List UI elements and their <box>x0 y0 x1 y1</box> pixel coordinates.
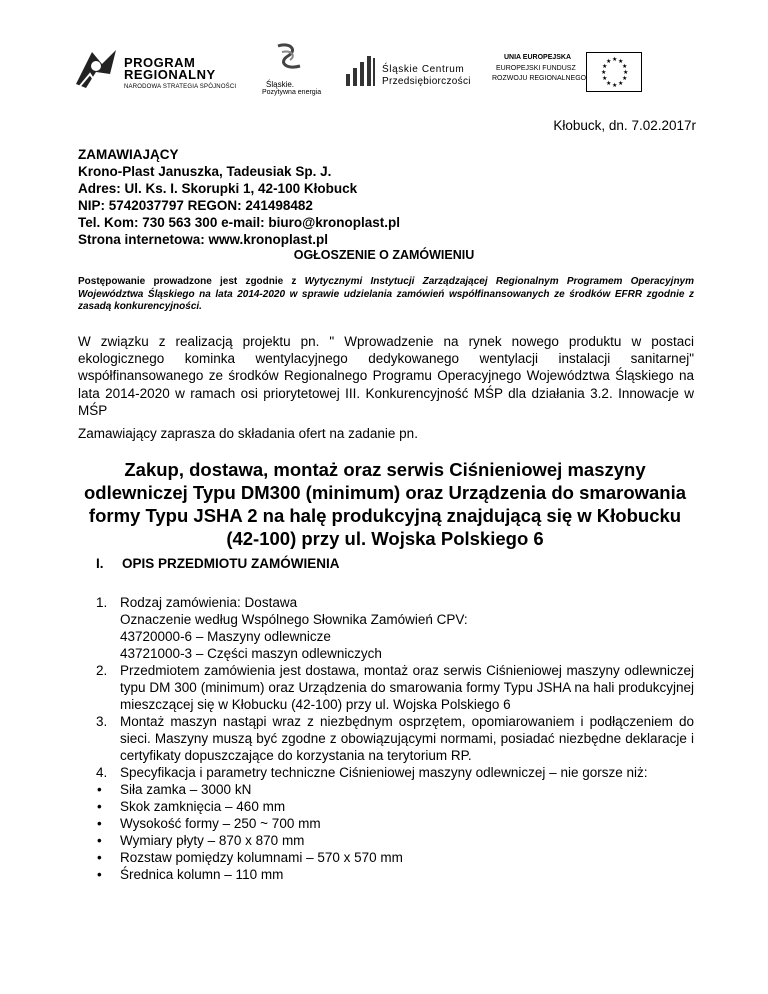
section-number: I. <box>96 556 104 571</box>
svg-text:★: ★ <box>622 76 628 82</box>
buyer-name: Krono-Plast Januszka, Tadeusiak Sp. J. <box>78 164 332 179</box>
centrum-bars-icon <box>344 54 378 88</box>
spec-bullet <box>96 781 694 798</box>
eu-flag-icon <box>586 52 642 92</box>
list-item-text: Montaż maszyn nastąpi wraz z niezbędnym osprzętem, opomiarowaniem i podłączeniem do sieci. Maszyny muszą być zgodne z obowiązującymi normami, posiadać niezbędne deklaracje i certyfikaty dopuszczające do korzystania na terytorium RP. <box>120 714 694 763</box>
buyer-website: Strona internetowa: www.kronoplast.pl <box>78 232 329 247</box>
bullet-icon: • <box>97 799 102 814</box>
list-item <box>96 662 694 713</box>
centrum-logo-line1: Śląskie Centrum <box>382 64 465 75</box>
list-item-number: 2. <box>96 663 108 678</box>
list-item <box>96 594 694 662</box>
svg-text:★: ★ <box>622 64 628 70</box>
spec-bullet <box>96 832 694 849</box>
list-item-text: Specyfikacja i parametry techniczne Ciśnieniowej maszyny odlewniczej – nie gorsze niż: <box>120 765 648 780</box>
eu-logo-line2: EUROPEJSKI FUNDUSZ <box>496 65 576 72</box>
document-date: Kłobuck, dn. 7.02.2017r <box>553 118 696 133</box>
buyer-address: Adres: Ul. Ks. I. Skorupki 1, 42-100 Kłobuck <box>78 181 358 196</box>
svg-text:★: ★ <box>618 81 624 87</box>
legal-prefix: Postępowanie prowadzone jest zgodnie z <box>78 276 305 287</box>
spec-bullet <box>96 849 694 866</box>
eu-logo <box>482 54 662 104</box>
svg-text:★: ★ <box>602 64 608 70</box>
spec-bullet <box>96 798 694 815</box>
program-logo-line3: NARODOWA STRATEGIA SPÓJNOŚCI <box>124 84 237 90</box>
list-item-number: 4. <box>96 765 108 780</box>
svg-text:★: ★ <box>601 70 607 76</box>
buyer-contact: Tel. Kom: 730 563 300 e-mail: biuro@kronoplast.pl <box>78 215 401 230</box>
slaskie-logo-line1: Śląskie. <box>266 80 295 89</box>
section-title: OPIS PRZEDMIOTU ZAMÓWIENIA <box>122 556 340 571</box>
buyer-ids: NIP: 5742037797 REGON: 241498482 <box>78 198 313 213</box>
svg-text:★: ★ <box>606 81 612 87</box>
list-item-line: 43720000-6 – Maszyny odlewnicze <box>120 629 331 644</box>
slaskie-logo-line2: Pozytywna energia <box>262 89 322 96</box>
program-logo-line2: REGIONALNY <box>124 67 216 82</box>
specification-list <box>96 594 694 883</box>
eu-logo-line1: UNIA EUROPEJSKA <box>504 54 572 61</box>
bullet-icon: • <box>97 782 102 797</box>
buyer-block <box>78 146 400 248</box>
svg-text:★: ★ <box>618 59 624 65</box>
program-regionalny-emblem-icon <box>72 44 120 92</box>
list-item-number: 1. <box>96 595 108 610</box>
project-intro: W związku z realizacją projektu pn. " Wprowadzenie na rynek nowego produktu w postaci ekologicznego kominka wentylacyjnego dedykowanego wentylacji instalacji sanitarnej" współfinansowanego ze środków Regionalnego Programu Operacyjnego Województwa Śląskiego na lata 2014-2020 w ramach osi priorytetowej III. Konkurencyjność MŚP dla działania 3.2. Innowacje w MŚP <box>78 334 694 418</box>
svg-text:★: ★ <box>602 76 608 82</box>
contract-title: Zakup, dostawa, montaż oraz serwis Ciśnieniowej maszyny odlewniczej Typu DM300 (minimum) oraz Urządzenia do smarowania formy Typu JSHA 2 na halę produkcyjną znajdującą się w Kłobucku (42-100) przy ul. Wojska Polskiego 6 <box>83 459 687 549</box>
announcement-heading: OGŁOSZENIE O ZAMÓWIENIU <box>293 248 475 262</box>
list-item <box>96 713 694 764</box>
spec-bullet-text: Rozstaw pomiędzy kolumnami – 570 x 570 mm <box>120 850 403 865</box>
centrum-logo-line2: Przedsiębiorczości <box>382 76 471 87</box>
slaskie-logo <box>262 42 342 104</box>
legal-italic: Wytycznymi Instytucji Zarządzającej Regionalnym Programem Operacyjnym Województwa Śląskiego na lata 2014-2020 w sprawie udzielania zamówień współfinansowanych ze środków EFRR zgodnie z zasadą konkurencyjności. <box>78 276 694 312</box>
program-regionalny-logo <box>72 44 252 99</box>
buyer-label: ZAMAWIAJĄCY <box>78 147 179 162</box>
list-item-number: 3. <box>96 714 108 729</box>
spec-bullet-text: Wysokość formy – 250 ~ 700 mm <box>120 816 321 831</box>
legal-basis <box>78 276 694 314</box>
bullet-icon: • <box>97 833 102 848</box>
spec-bullet <box>96 866 694 883</box>
centrum-przedsiebiorczosci-logo <box>344 48 504 88</box>
eu-logo-line3: ROZWOJU REGIONALNEGO <box>492 75 587 82</box>
bullet-icon: • <box>97 816 102 831</box>
invitation-text: Zamawiający zaprasza do składania ofert na zadanie pn. <box>78 426 418 441</box>
bullet-icon: • <box>97 867 102 882</box>
svg-text:★: ★ <box>623 70 629 76</box>
spec-bullet <box>96 815 694 832</box>
list-item-line: 43721000-3 – Części maszyn odlewniczych <box>120 646 382 661</box>
list-item <box>96 764 694 781</box>
list-item-line: Oznaczenie według Wspólnego Słownika Zamówień CPV: <box>120 612 468 627</box>
list-item-line: Rodzaj zamówienia: Dostawa <box>120 595 298 610</box>
spec-bullet-text: Siła zamka – 3000 kN <box>120 782 252 797</box>
bullet-icon: • <box>97 850 102 865</box>
svg-text:★: ★ <box>612 83 618 89</box>
slaskie-wave-icon <box>270 42 310 78</box>
spec-bullet-text: Wymiary płyty – 870 x 870 mm <box>120 833 305 848</box>
logo-bar <box>0 36 768 106</box>
svg-text:★: ★ <box>606 59 612 65</box>
spec-bullet-text: Średnica kolumn – 110 mm <box>120 867 284 882</box>
program-logo-line1: PROGRAM <box>124 55 196 70</box>
spec-bullet-text: Skok zamknięcia – 460 mm <box>120 799 286 814</box>
list-item-text: Przedmiotem zamówienia jest dostawa, montaż oraz serwis Ciśnieniowej maszyny odlewniczej typu DM 300 (minimum) oraz Urządzenia do smarowania formy Typu JSHA na hali produkcyjnej mieszczącej się w Kłobucku (42-100) przy ul. Wojska Polskiego 6 <box>120 663 694 712</box>
section-heading <box>96 556 340 571</box>
svg-text:★: ★ <box>612 57 618 63</box>
